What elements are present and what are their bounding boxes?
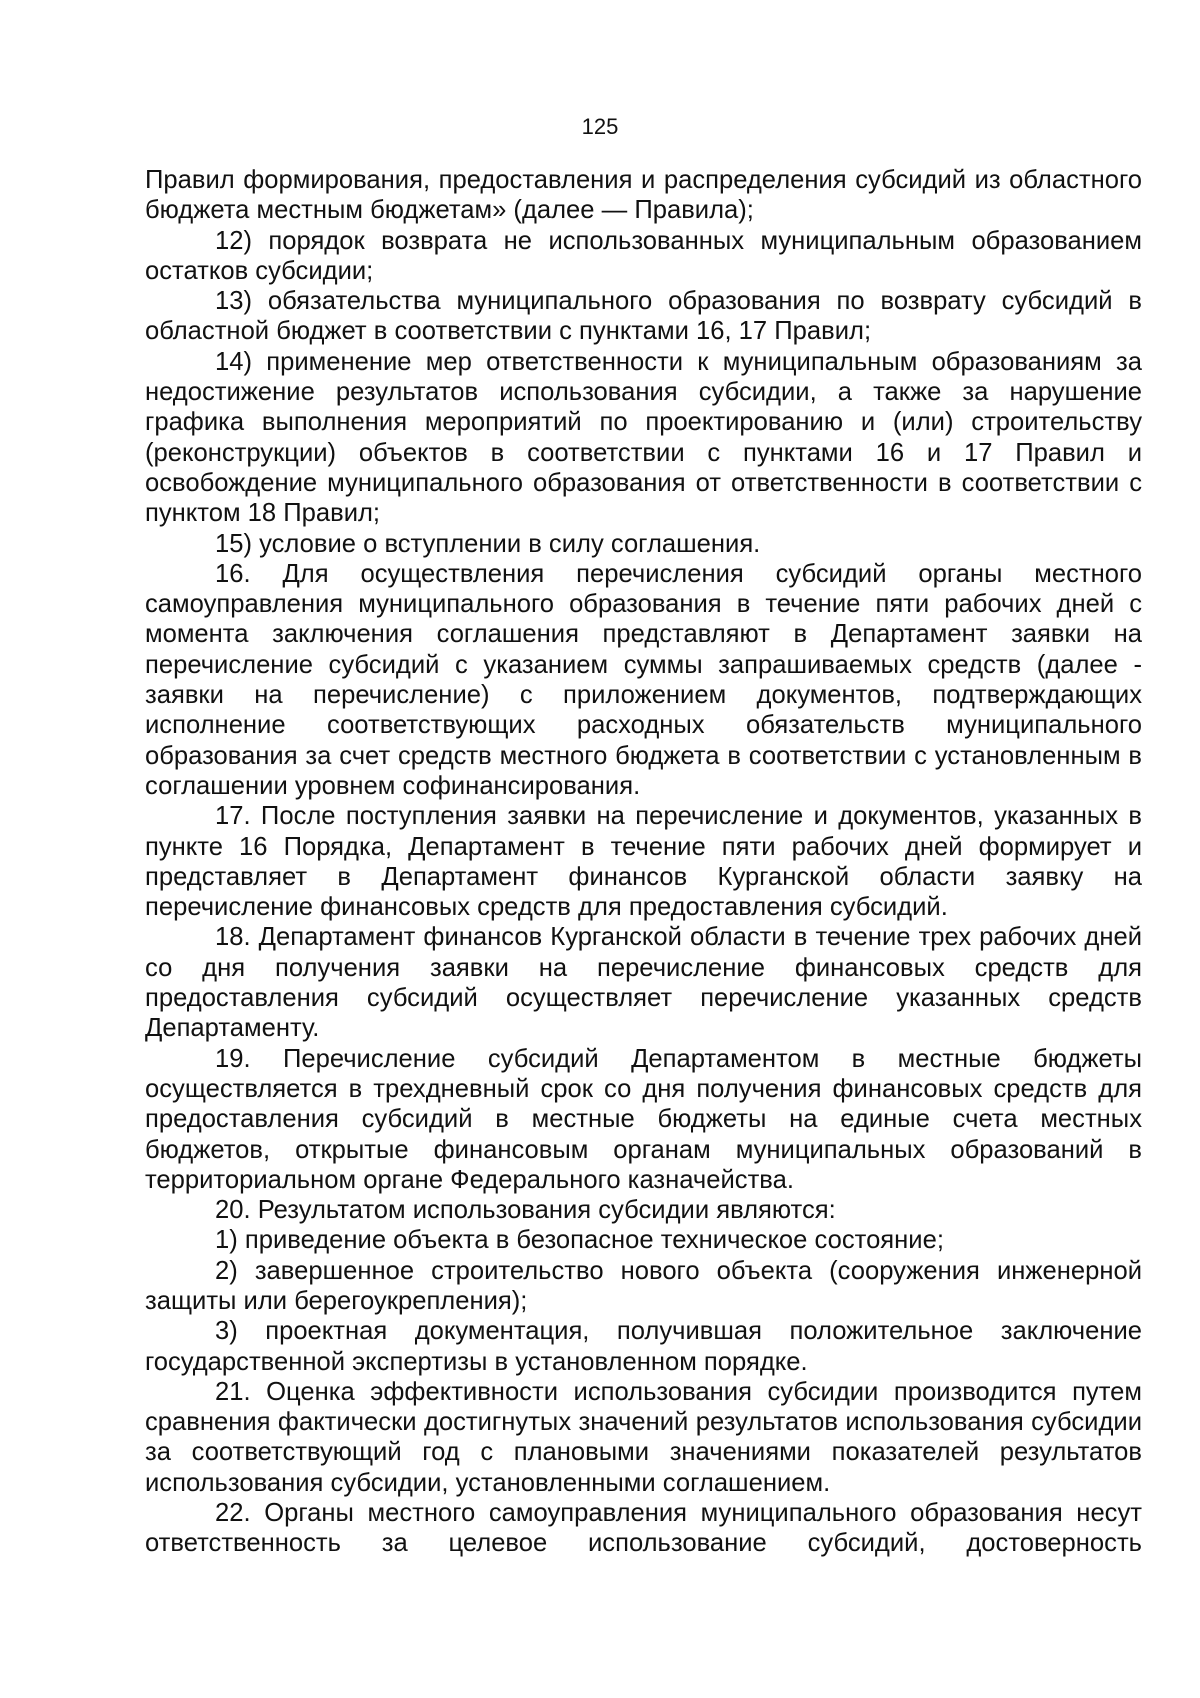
- paragraph: 22. Органы местного самоуправления муниципального образования несут ответственность за целевое использование субсидий, достоверность: [145, 1499, 1142, 1558]
- paragraph: 2) завершенное строительство нового объекта (сооружения инженерной защиты или берегоукрепления);: [145, 1256, 1142, 1315]
- paragraph: 12) порядок возврата не использованных муниципальным образованием остатков субсидии;: [145, 226, 1142, 285]
- paragraph: 13) обязательства муниципального образования по возврату субсидий в областной бюджет в соответствии с пунктами 16, 17 Правил;: [145, 287, 1142, 346]
- paragraph: 15) условие о вступлении в силу соглашения.: [215, 529, 761, 558]
- paragraph: 20. Результатом использования субсидии являются:: [215, 1196, 836, 1225]
- paragraph: 16. Для осуществления перечисления субсидий органы местного самоуправления муниципального образования в течение пяти рабочих дней с момента заключения соглашения представляют в Департамент заявки на перечисление субсидий с указанием суммы запрашиваемых средств (далее - заявки на перечисление) с приложением документов, подтверждающих исполнение соответствующих расходных обязательств муниципального образования за счет средств местного бюджета в соответствии с установленным в соглашении уровнем софинансирования.: [145, 559, 1142, 800]
- paragraph: Правил формирования, предоставления и распределения субсидий из областного бюджета местным бюджетам» (далее — Правила);: [145, 166, 1142, 225]
- paragraph: 18. Департамент финансов Курганской области в течение трех рабочих дней со дня получения заявки на перечисление финансовых средств для предоставления субсидий осуществляет перечисление указанных средств Департаменту.: [145, 923, 1142, 1043]
- paragraph: 17. После поступления заявки на перечисление и документов, указанных в пункте 16 Порядка, Департамент в течение пяти рабочих дней формирует и представляет в Департамент финансов Курганской области заявку на перечисление финансовых средств для предоставления субсидий.: [145, 802, 1142, 922]
- paragraph: 14) применение мер ответственности к муниципальным образованиям за недостижение результатов использования субсидии, а также за нарушение графика выполнения мероприятий по проектированию и (или) строительству (реконструкции) объектов в соответствии с пунктами 16 и 17 Правил и освобождение муниципального образования от ответственности в соответствии с пунктом 18 Правил;: [145, 347, 1142, 528]
- paragraph: 1) приведение объекта в безопасное техническое состояние;: [215, 1226, 944, 1255]
- paragraph: 3) проектная документация, получившая положительное заключение государственной экспертизы в установленном порядке.: [145, 1317, 1142, 1376]
- document-body: [145, 165, 1142, 1559]
- paragraph: 19. Перечисление субсидий Департаментом в местные бюджеты осуществляется в трехдневный срок со дня получения финансовых средств для предоставления субсидий в местные бюджеты на единые счета местных бюджетов, открытые финансовым органам муниципальных образований в территориальном органе Федерального казначейства.: [145, 1044, 1142, 1194]
- paragraph: 21. Оценка эффективности использования субсидии производится путем сравнения фактически достигнутых значений результатов использования субсидии за соответствующий год с плановыми значениями показателей результатов использования субсидии, установленными соглашением.: [145, 1377, 1142, 1497]
- page-number: 125: [581, 114, 619, 139]
